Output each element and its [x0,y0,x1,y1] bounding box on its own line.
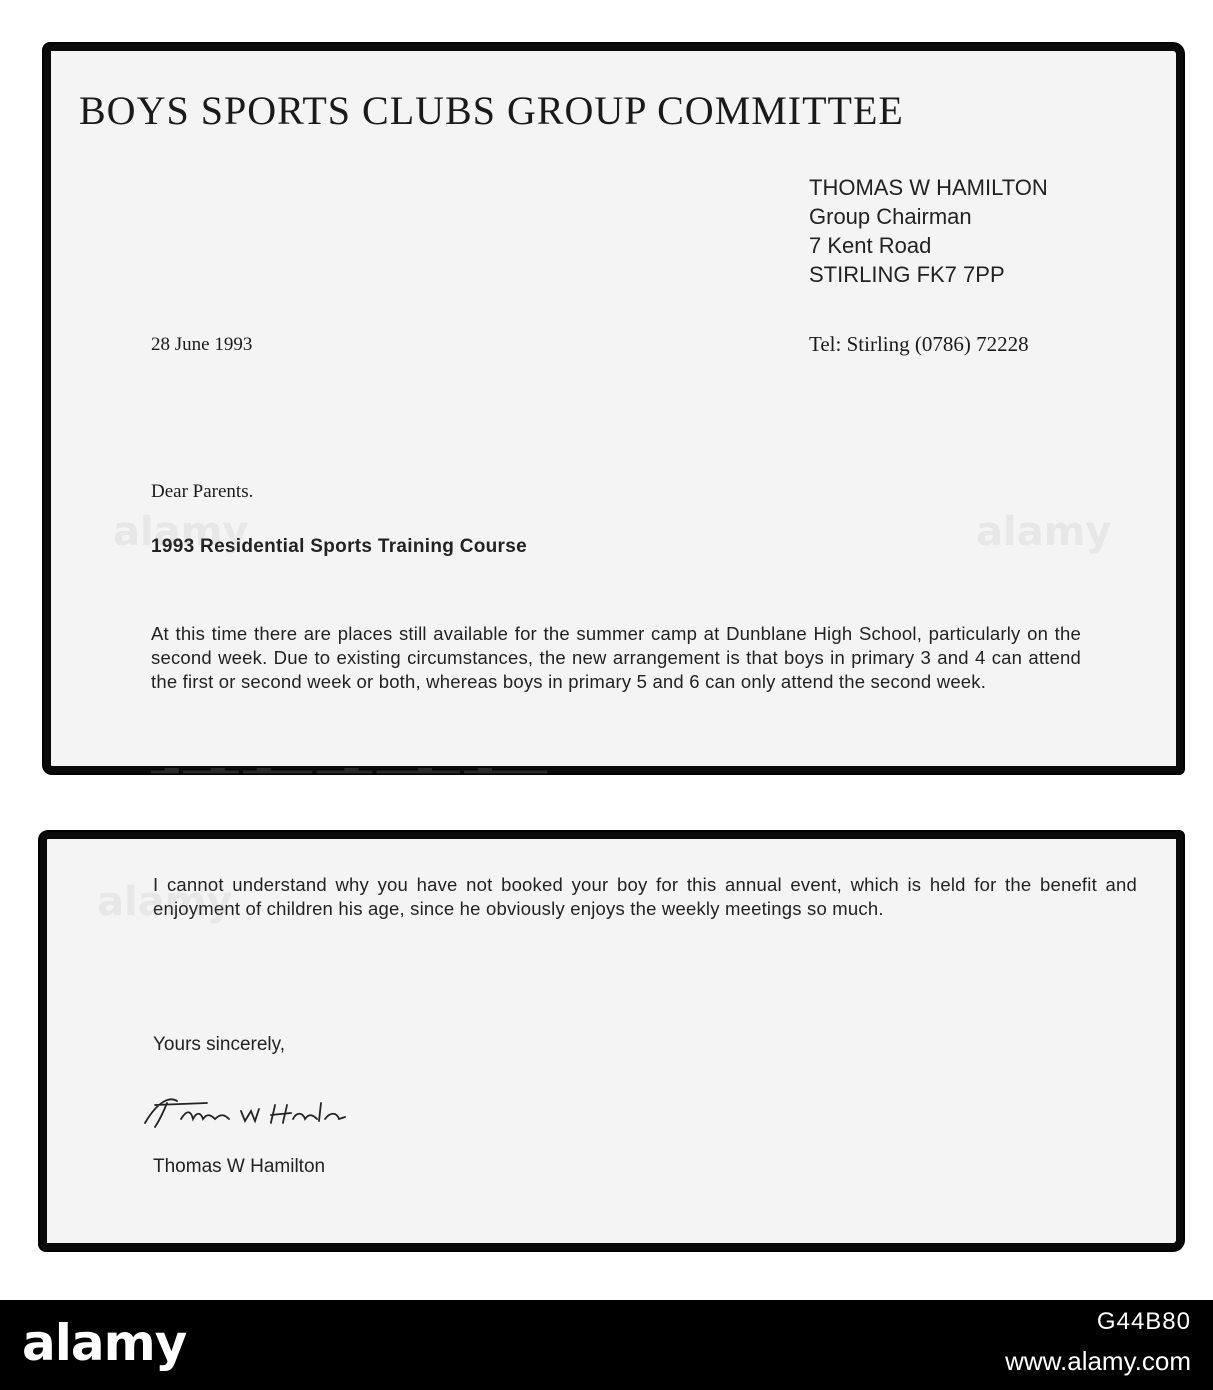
cut-off-text-fragment: ▁▂ ▁▁▂▁ ▁▂▁▁▁ ▁▁▂▁ ▁▁▁▂▁▁ ▁▂▁▁▁▁ [151,753,548,773]
stock-footer-bar [0,1300,1213,1390]
sender-address-block [809,173,1048,289]
signature-image [137,1089,357,1133]
letter-date: 28 June 1993 [151,334,253,355]
watermark-bottom: alamy [97,879,233,925]
signer-name: Thomas W Hamilton [153,1156,326,1177]
sender-street: 7 Kent Road [809,233,932,258]
sender-telephone: Tel: Stirling (0786) 72228 [809,332,1029,356]
letter-subject: 1993 Residential Sports Training Course [151,536,527,557]
letter-top-clipping [44,44,1183,773]
salutation: Dear Parents. [151,481,254,502]
body-paragraph-1: At this time there are places still available for the summer camp at Dunblane High School, particularly on the second week. Due to existing circumstances, the new arrangement is that boys in primary 3 and 4 can attend the first or second week or both, whereas boys in primary 5 and 6 can only attend the second week. [151,623,1081,692]
site-url: www.alamy.com [1005,1346,1191,1376]
alamy-logo: alamy [22,1314,187,1372]
footer-info [1005,1308,1191,1377]
watermark-right: alamy [976,509,1112,555]
sender-city: STIRLING FK7 7PP [809,262,1005,287]
closing: Yours sincerely, [153,1034,286,1055]
image-id: G44B80 [1096,1308,1191,1335]
sender-title: Group Chairman [809,204,972,229]
body-paragraph-2: I cannot understand why you have not booked your boy for this annual event, which is held for the benefit and enjoyment of children his age, since he obviously enjoys the weekly meetings so much. [153,874,1137,919]
watermark-left: alamy [113,509,249,555]
letter-bottom-clipping [40,832,1183,1250]
sender-name: THOMAS W HAMILTON [809,175,1048,200]
letterhead-title: BOYS SPORTS CLUBS GROUP COMMITTEE [79,88,904,133]
